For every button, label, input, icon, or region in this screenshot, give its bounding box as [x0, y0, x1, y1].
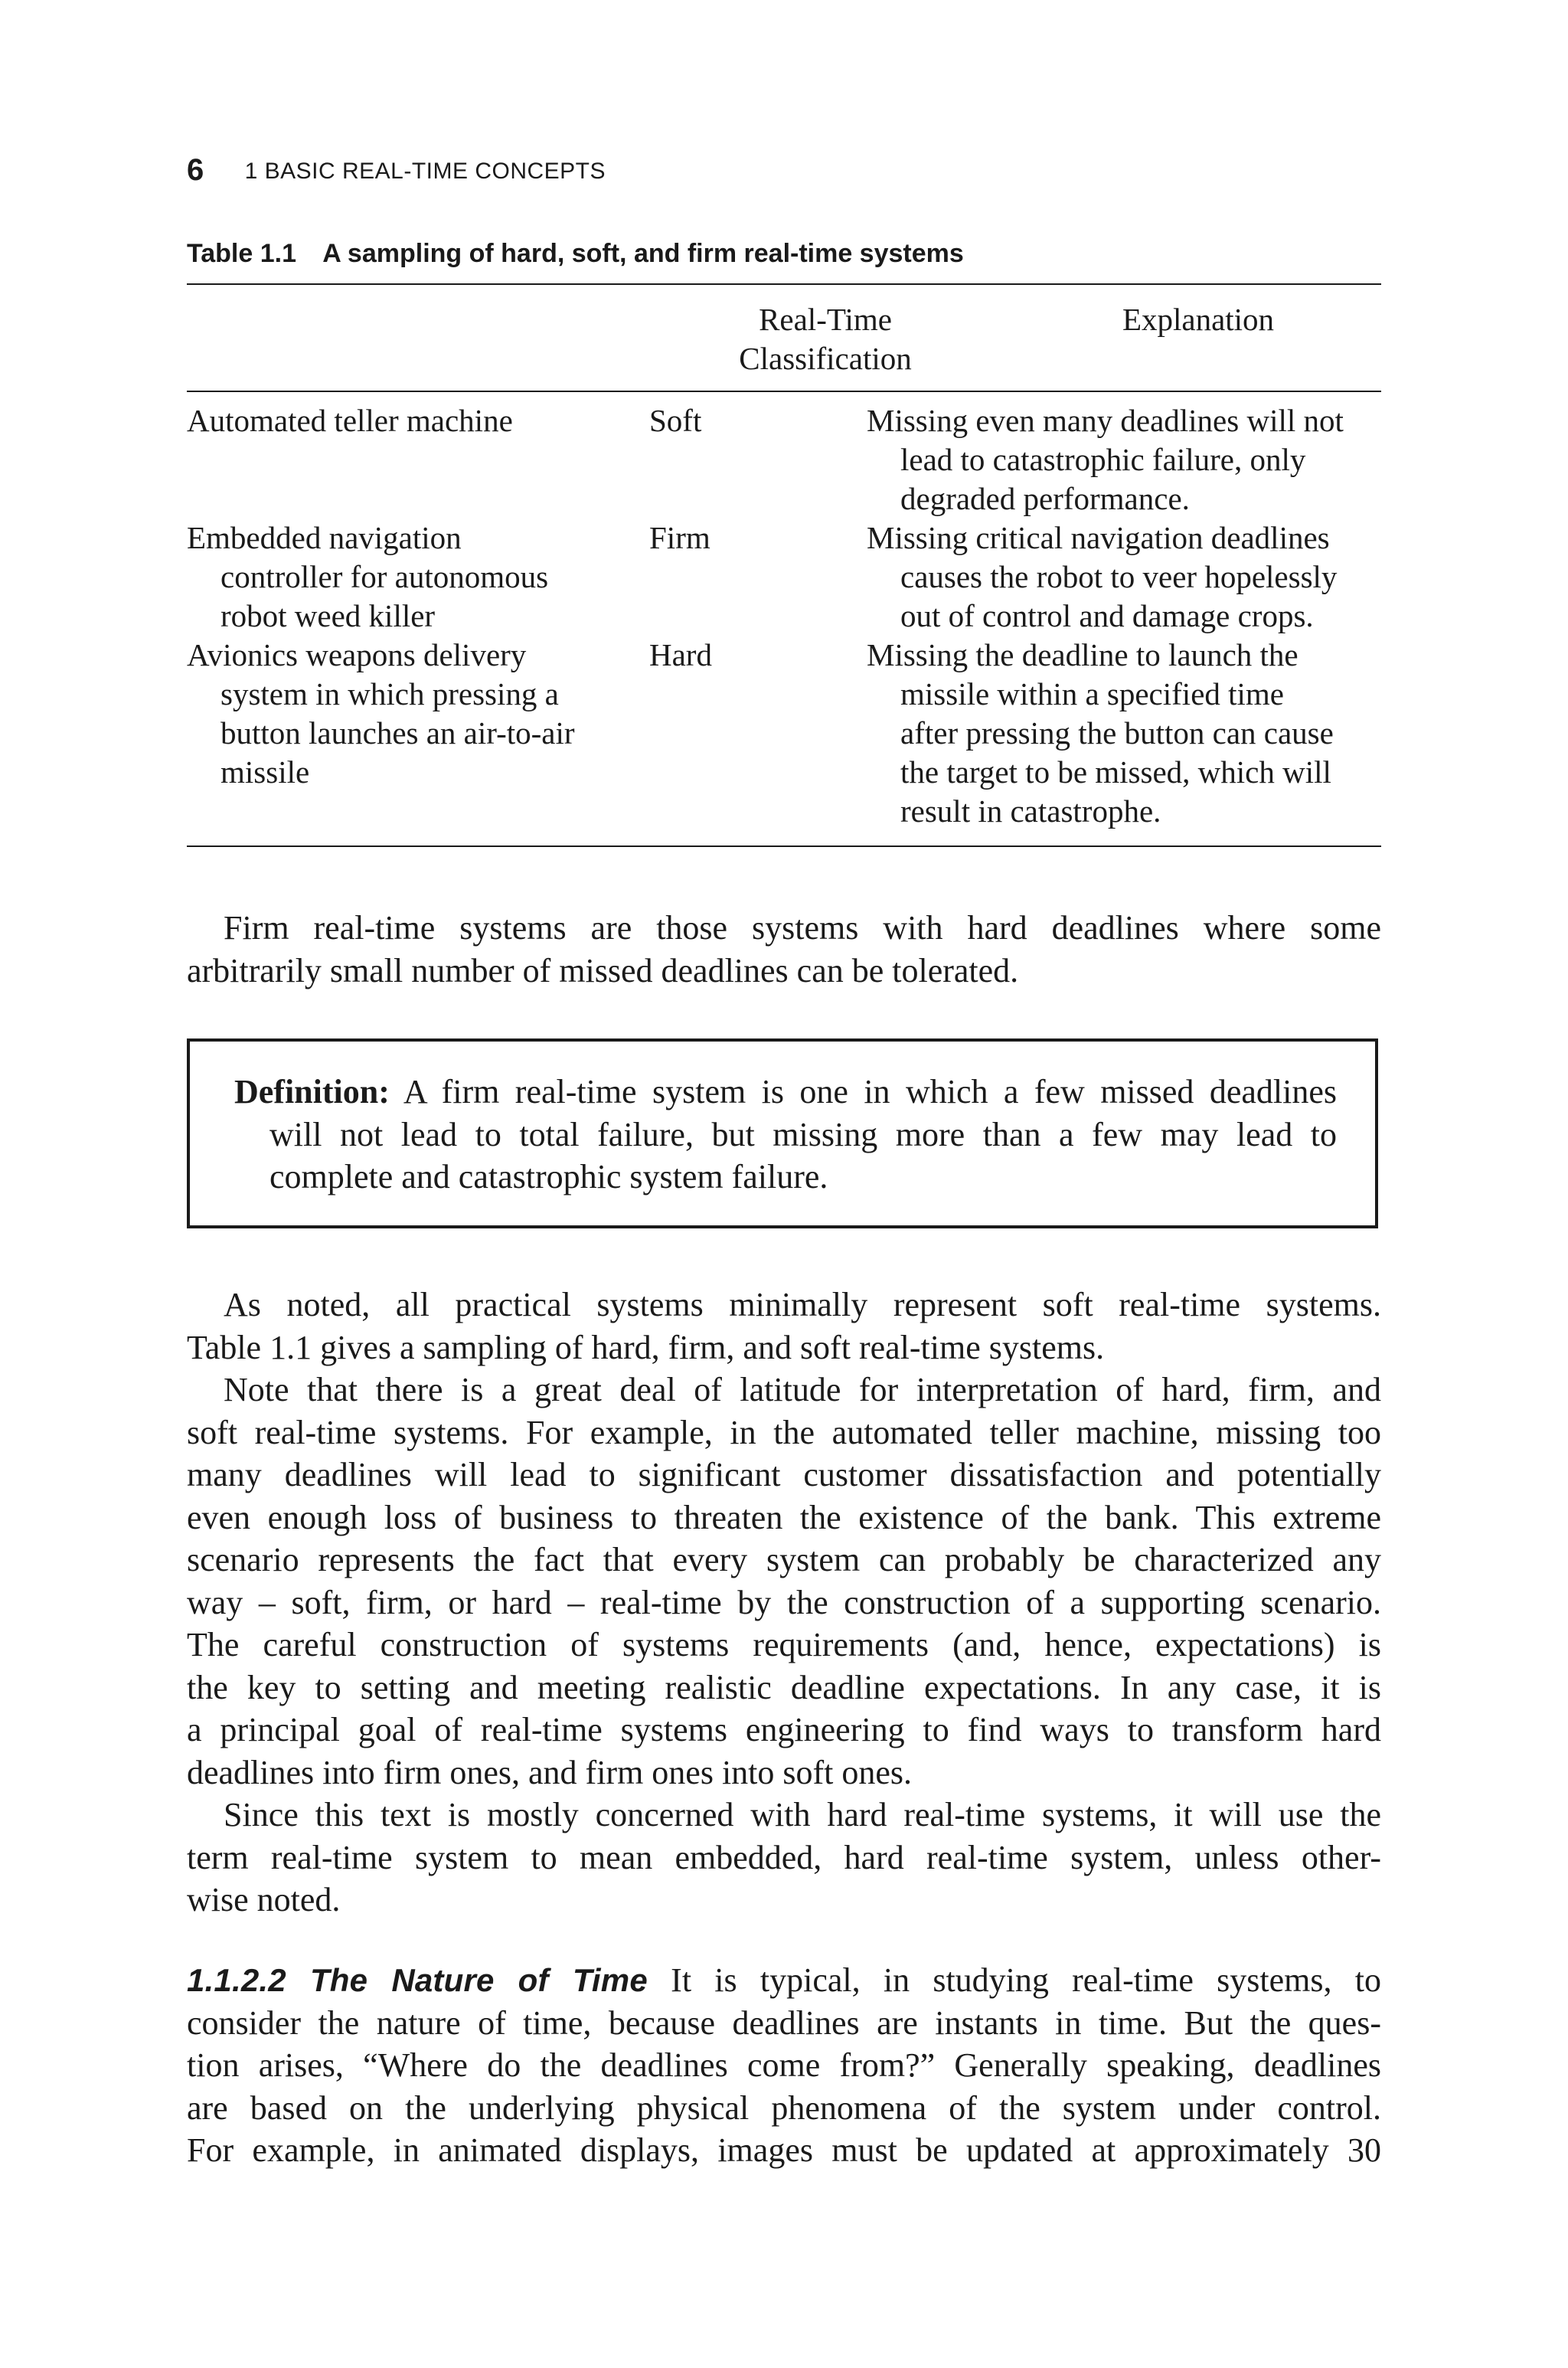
table-caption-text: A sampling of hard, soft, and firm real-time systems — [322, 239, 964, 268]
table-row-2-system: Embedded navigation controller for autonomous robot weed killer — [187, 520, 549, 633]
section-heading: 1.1.2.2 The Nature of Time — [187, 1962, 648, 1998]
table-row-1-classification: Soft — [649, 403, 702, 438]
chapter-title: 1 BASIC REAL-TIME CONCEPTS — [244, 159, 606, 184]
table-top-rule — [187, 283, 1381, 285]
table-row-2-classification: Firm — [649, 520, 710, 555]
page-number: 6 — [187, 153, 204, 187]
table-row-1-explanation: Missing even many deadlines will not lead to catastrophic failure, only degraded performance. — [867, 403, 1344, 516]
header-explanation: Explanation — [1122, 302, 1275, 337]
section-nature-of-time: 1.1.2.2 The Nature of Time It is typical, in studying real-time systems, to consider the nature of time, because deadlines are instants in time. But the ques- tion arises, “Where do the deadlines come from?” Generally speaking, deadlines are based on the underlying physical phenomena of the system under control. For example, in animated displays, images must be updated at approximately 30 — [187, 1961, 1381, 2169]
definition-term: Definition: — [234, 1073, 390, 1110]
running-head — [187, 153, 606, 188]
table-label: Table 1.1 — [187, 239, 296, 268]
table-row-3-system: Avionics weapons delivery system in which pressing a button launches an air-to-air missile — [187, 637, 575, 790]
table-caption — [187, 239, 964, 269]
table-row-3-classification: Hard — [649, 637, 712, 672]
table-row-1-system: Automated teller machine — [187, 403, 513, 438]
definition-box — [187, 1038, 1378, 1228]
table-header-rule — [187, 391, 1381, 392]
definition-text: Definition: A firm real-time system is one in which a few missed deadlines will not lead to total failure, but missing more than a few may lead to complete and catastrophic system failure. — [234, 1073, 1337, 1195]
paragraph-note-that: Note that there is a great deal of latitude for interpretation of hard, firm, and soft real-time systems. For example, in the automated teller machine, missing too many deadlines will lead to significant customer dissatisfaction and potentially even enough loss of business to threaten the existence of the bank. This extreme scenario represents the fact that every system can probably be characterized any way – soft, firm, or hard – real-time by the construction of a supporting scenario. The careful construction of systems requirements (and, hence, expectations) is the key to setting and meeting realistic deadline expectations. In any case, it is a principal goal of real-time systems engineering to find ways to transform hard deadlines into firm ones, and firm ones into soft ones. — [187, 1371, 1381, 1791]
table-row-3-explanation: Missing the deadline to launch the missile within a specified time after pressing the button can cause the target to be missed, which will result in catastrophe. — [867, 637, 1334, 829]
paragraph-firm: Firm real-time systems are those systems with hard deadlines where some arbitrarily small number of missed deadlines can be tolerated. — [187, 909, 1381, 989]
table-row-2-explanation: Missing critical navigation deadlines causes the robot to veer hopelessly out of control and damage crops. — [867, 520, 1338, 633]
paragraph-as-noted: As noted, all practical systems minimally represent soft real-time systems. Table 1.1 gives a sampling of hard, firm, and soft real-time systems. — [187, 1286, 1381, 1366]
table-bottom-rule — [187, 845, 1381, 847]
paragraph-since: Since this text is mostly concerned with hard real-time systems, it will use the term real-time system to mean embedded, hard real-time system, unless other- wise noted. — [187, 1796, 1381, 1918]
header-classification: Real-Time Classification — [739, 302, 912, 376]
